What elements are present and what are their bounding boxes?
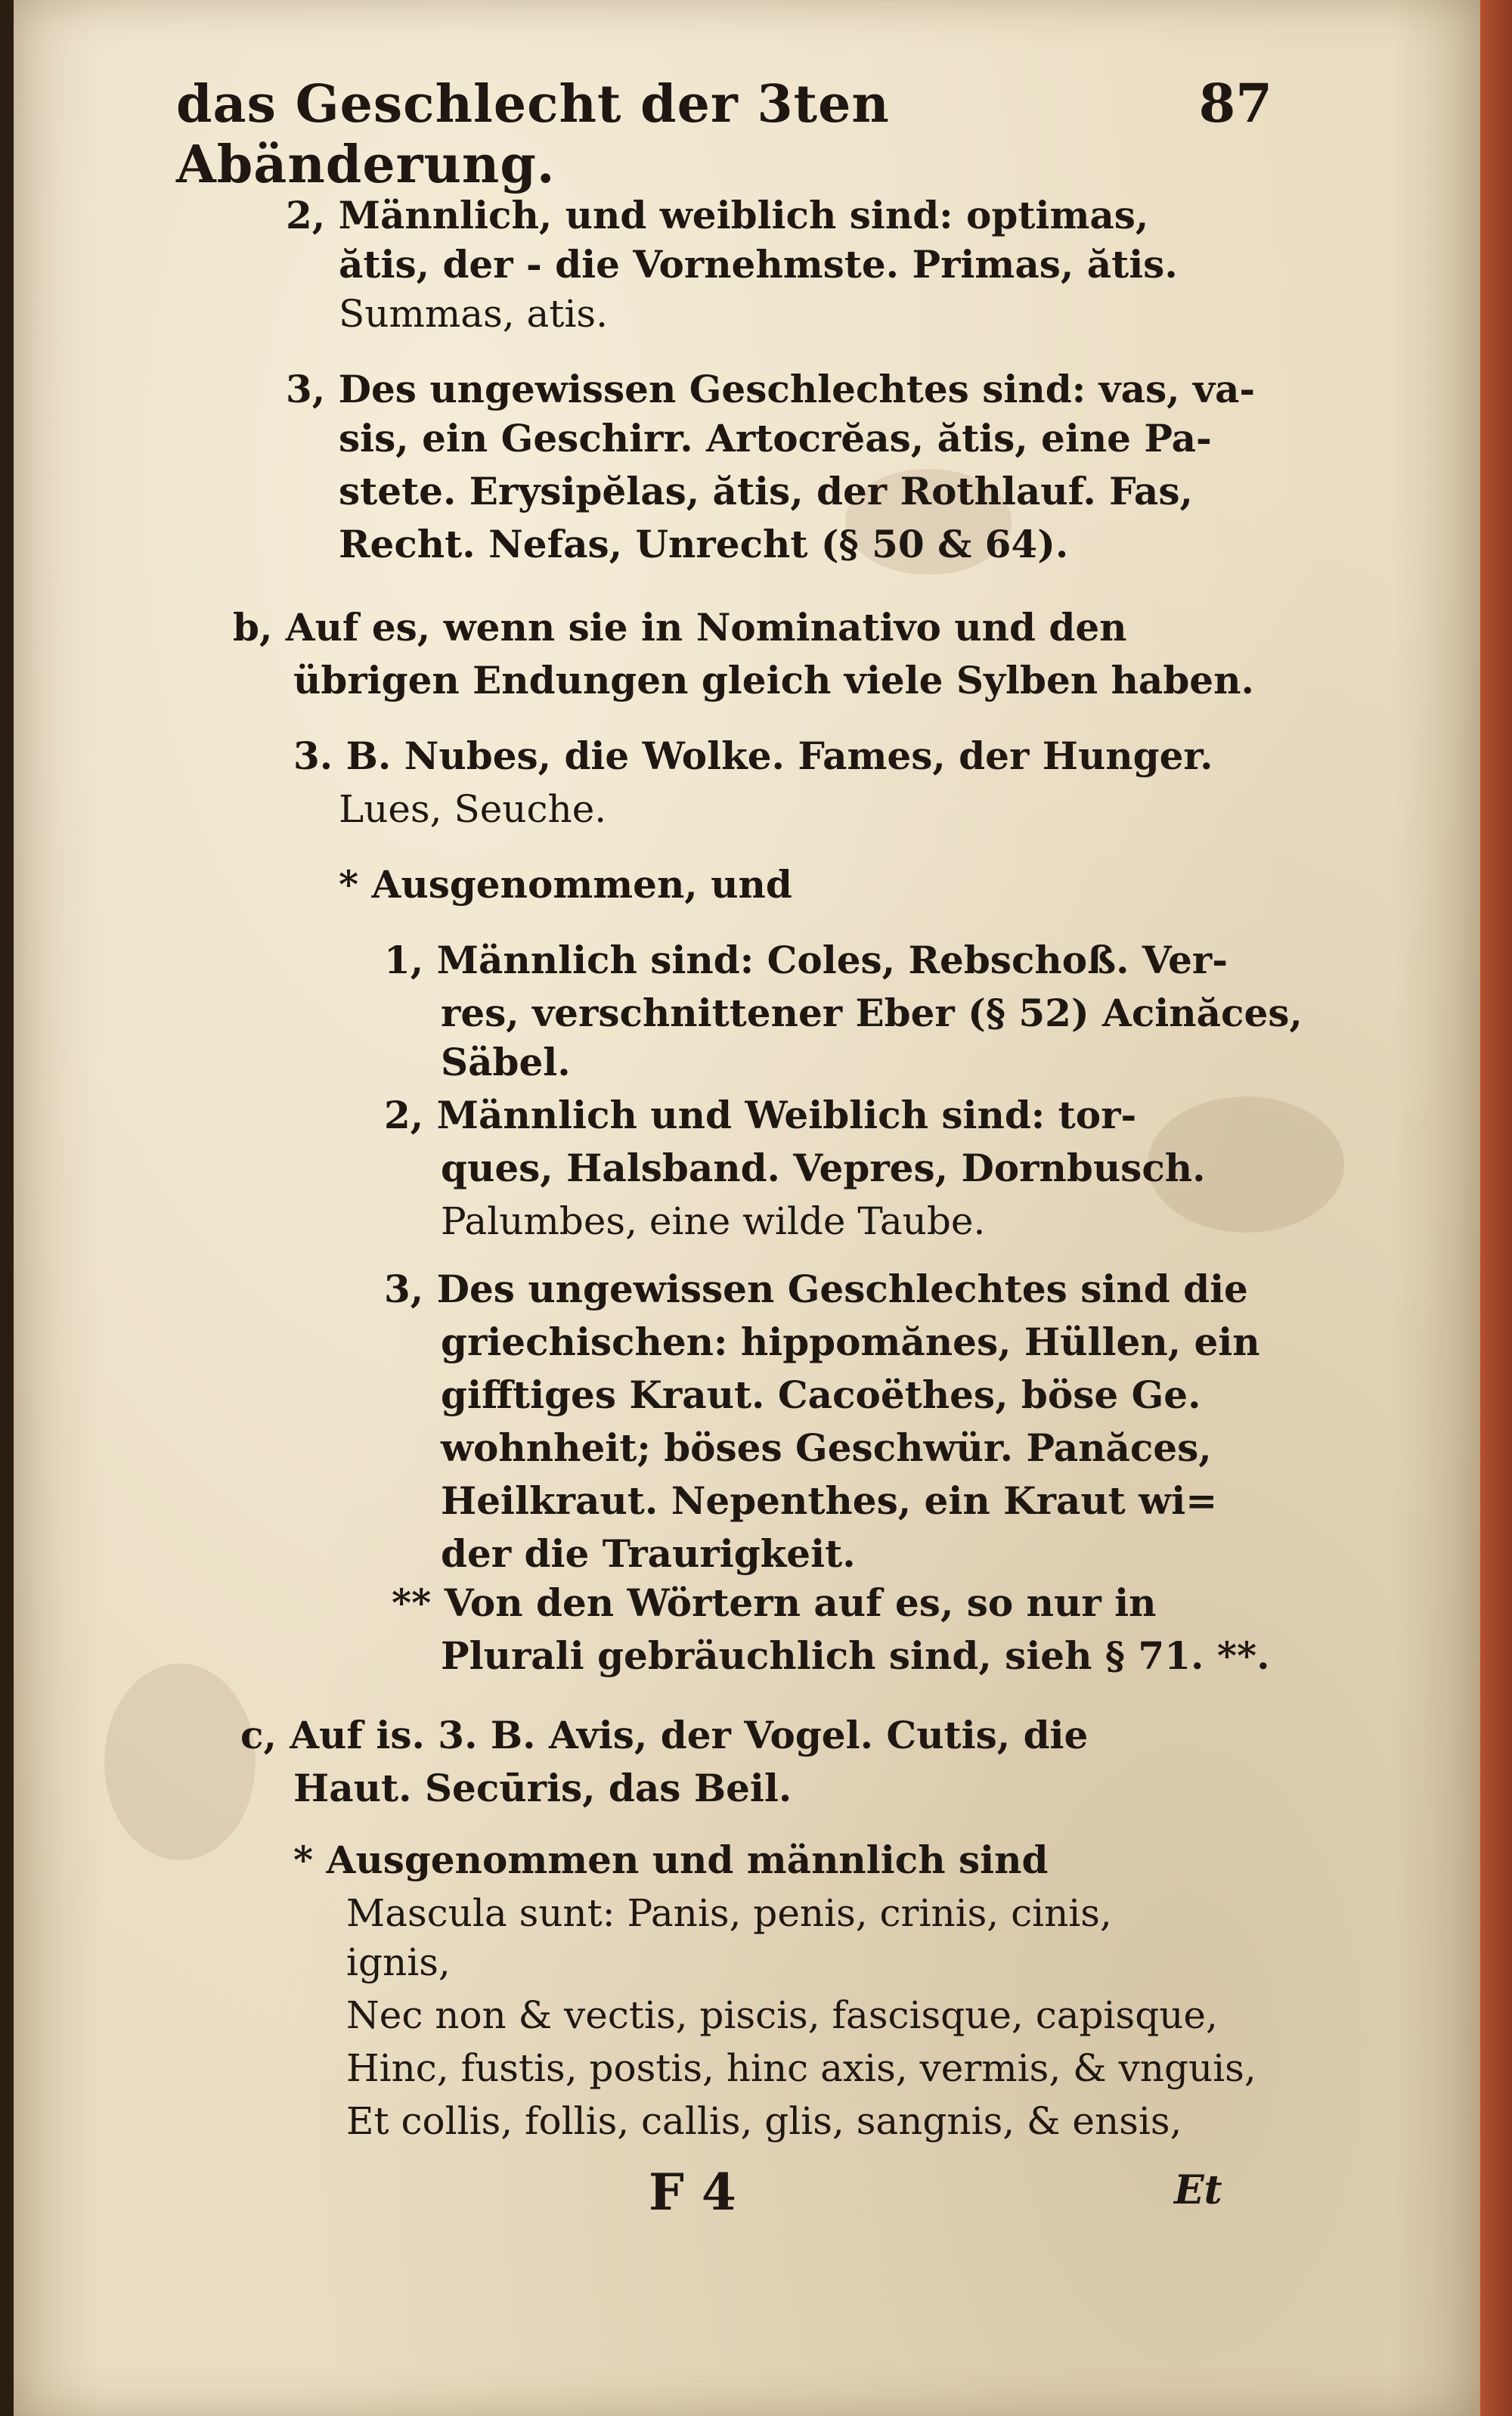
running-head: das Geschlecht der 3ten Abänderung. xyxy=(176,74,890,195)
text-line: * Ausgenommen, und xyxy=(339,862,792,907)
text-line: Hinc, fustis, postis, hinc axis, vermis, & vnguis, xyxy=(346,2046,1256,2090)
text-line: Plurali gebräuchlich sind, sieh § 71. **. xyxy=(441,1633,1270,1678)
text-line: Nec non & vectis, piscis, fascisque, capisque, xyxy=(346,1993,1218,2037)
text-line: 3, Des ungewissen Geschlechtes sind die xyxy=(384,1267,1248,1311)
paper-stain xyxy=(104,1664,256,1860)
text-line: wohnheit; böses Geschwür. Panăces, xyxy=(441,1425,1212,1470)
text-line: Et collis, follis, callis, glis, sangnis, & ensis, xyxy=(346,2099,1182,2143)
text-line: * Ausgenommen und männlich sind xyxy=(293,1838,1049,1882)
text-line: 3. B. Nubes, die Wolke. Fames, der Hunger. xyxy=(293,733,1213,778)
text-line: Summas, atis. xyxy=(339,292,608,336)
text-line: 3, Des ungewissen Geschlechtes sind: vas, va- xyxy=(286,367,1256,411)
text-line: stete. Erysipĕlas, ătis, der Rothlauf. Fas, xyxy=(339,469,1193,513)
text-line: Haut. Secūris, das Beil. xyxy=(293,1766,792,1810)
text-line: res, verschnittener Eber (§ 52) Acinăces, xyxy=(441,991,1303,1035)
signature-mark: F 4 xyxy=(649,2163,736,2222)
text-line: Mascula sunt: Panis, penis, crinis, cinis, xyxy=(346,1891,1112,1935)
text-line: sis, ein Geschirr. Artocrĕas, ătis, eine Pa- xyxy=(339,416,1212,461)
text-line: ques, Halsband. Vepres, Dornbusch. xyxy=(441,1146,1206,1190)
text-line: Recht. Nefas, Unrecht (§ 50 & 64). xyxy=(339,522,1069,566)
text-line: gifftiges Kraut. Cacoëthes, böse Ge. xyxy=(441,1372,1201,1417)
text-line: übrigen Endungen gleich viele Sylben haben. xyxy=(293,658,1254,702)
text-line: der die Traurigkeit. xyxy=(441,1531,856,1576)
catchword: Et xyxy=(1174,2167,1222,2213)
book-edge xyxy=(1480,0,1512,2416)
book-page xyxy=(14,0,1480,2416)
text-line: b, Auf es, wenn sie in Nominativo und den xyxy=(233,605,1127,650)
text-line: Lues, Seuche. xyxy=(339,787,607,831)
text-line: 2, Männlich, und weiblich sind: optimas, xyxy=(286,193,1149,237)
text-line: ătis, der - die Vornehmste. Primas, ătis. xyxy=(339,242,1178,287)
text-line: ** Von den Wörtern auf es, so nur in xyxy=(392,1580,1157,1625)
text-line: c, Auf is. 3. B. Avis, der Vogel. Cutis, die xyxy=(240,1713,1089,1757)
text-line: 2, Männlich und Weiblich sind: tor- xyxy=(384,1093,1137,1137)
text-line: Heilkraut. Nepenthes, ein Kraut wi= xyxy=(441,1478,1218,1523)
page-header xyxy=(176,72,1272,195)
text-line: griechischen: hippomănes, Hüllen, ein xyxy=(441,1320,1260,1364)
text-line: 1, Männlich sind: Coles, Rebschoß. Ver- xyxy=(384,938,1228,982)
page-number: 87 xyxy=(1198,72,1272,135)
text-line: Palumbes, eine wilde Taube. xyxy=(441,1199,986,1243)
text-line: ignis, xyxy=(346,1940,451,1984)
text-line: Säbel. xyxy=(441,1040,571,1084)
page-footer xyxy=(14,2163,1480,2223)
